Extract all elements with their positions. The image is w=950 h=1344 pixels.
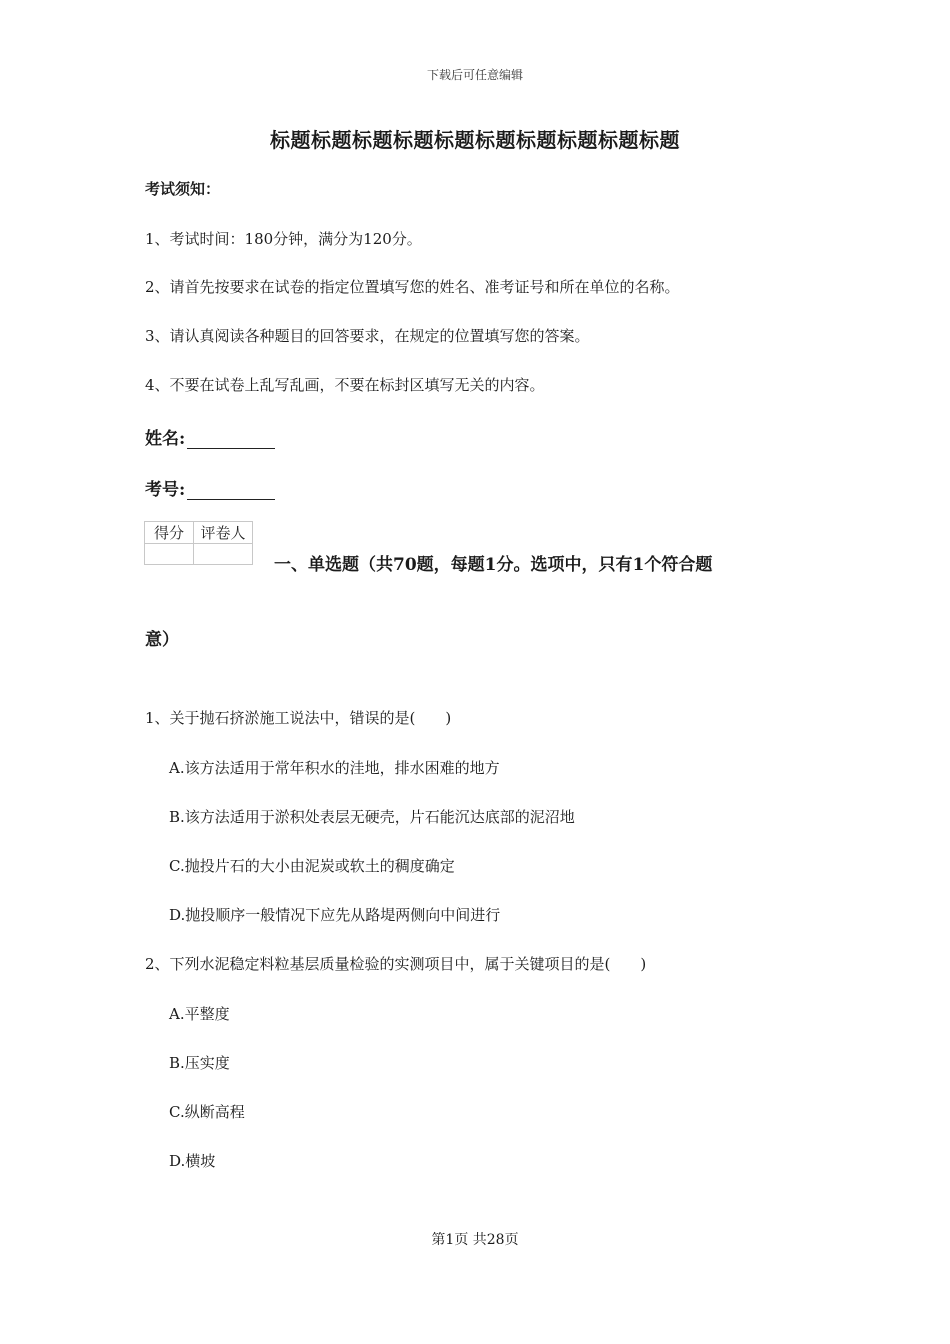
instruction-item: 4、不要在试卷上乱写乱画，不要在标封区填写无关的内容。 xyxy=(145,376,545,394)
question-option: B.该方法适用于淤积处表层无硬壳，片石能沉达底部的泥沼地 xyxy=(169,808,575,826)
grader-cell[interactable] xyxy=(194,544,253,565)
question-option: A.平整度 xyxy=(169,1005,230,1023)
exam-id-blank-line[interactable] xyxy=(187,482,275,500)
question-option: D.横坡 xyxy=(169,1152,216,1170)
score-table-blank-row xyxy=(145,544,253,565)
question-stem: 1、关于抛石挤淤施工说法中，错误的是( ) xyxy=(145,709,452,727)
page-footer: 第1页 共28页 xyxy=(431,1232,519,1248)
name-label: 姓名: xyxy=(145,429,186,449)
question-option: D.抛投顺序一般情况下应先从路堤两侧向中间进行 xyxy=(169,906,501,924)
part-one-heading: 一、单选题（共70题，每题1分。选项中，只有1个符合题 xyxy=(274,555,713,575)
score-table xyxy=(144,521,253,565)
exam-id-field xyxy=(145,475,275,500)
part-one-heading-continued: 意） xyxy=(145,630,179,650)
name-blank-line[interactable] xyxy=(187,431,275,449)
score-cell[interactable] xyxy=(145,544,194,565)
instruction-item: 3、请认真阅读各种题目的回答要求，在规定的位置填写您的答案。 xyxy=(145,327,590,345)
question-option: A.该方法适用于常年积水的洼地，排水困难的地方 xyxy=(169,759,500,777)
question-option: C.抛投片石的大小由泥炭或软土的稠度确定 xyxy=(169,857,455,875)
document-title: 标题标题标题标题标题标题标题标题标题标题 xyxy=(270,128,680,152)
exam-id-label: 考号: xyxy=(145,480,186,500)
instructions-heading: 考试须知： xyxy=(145,180,221,198)
name-field xyxy=(145,424,275,449)
header-note: 下载后可任意编辑 xyxy=(426,68,523,82)
question-option: C.纵断高程 xyxy=(169,1103,245,1121)
grader-header: 评卷人 xyxy=(194,522,253,544)
question-option: B.压实度 xyxy=(169,1054,230,1072)
instruction-item: 2、请首先按要求在试卷的指定位置填写您的姓名、准考证号和所在单位的名称。 xyxy=(145,278,680,296)
score-table-header-row xyxy=(145,522,253,544)
score-header: 得分 xyxy=(145,522,194,544)
question-stem: 2、下列水泥稳定料粒基层质量检验的实测项目中，属于关键项目的是( ) xyxy=(145,955,647,973)
instruction-item: 1、考试时间：180分钟，满分为120分。 xyxy=(145,230,422,248)
